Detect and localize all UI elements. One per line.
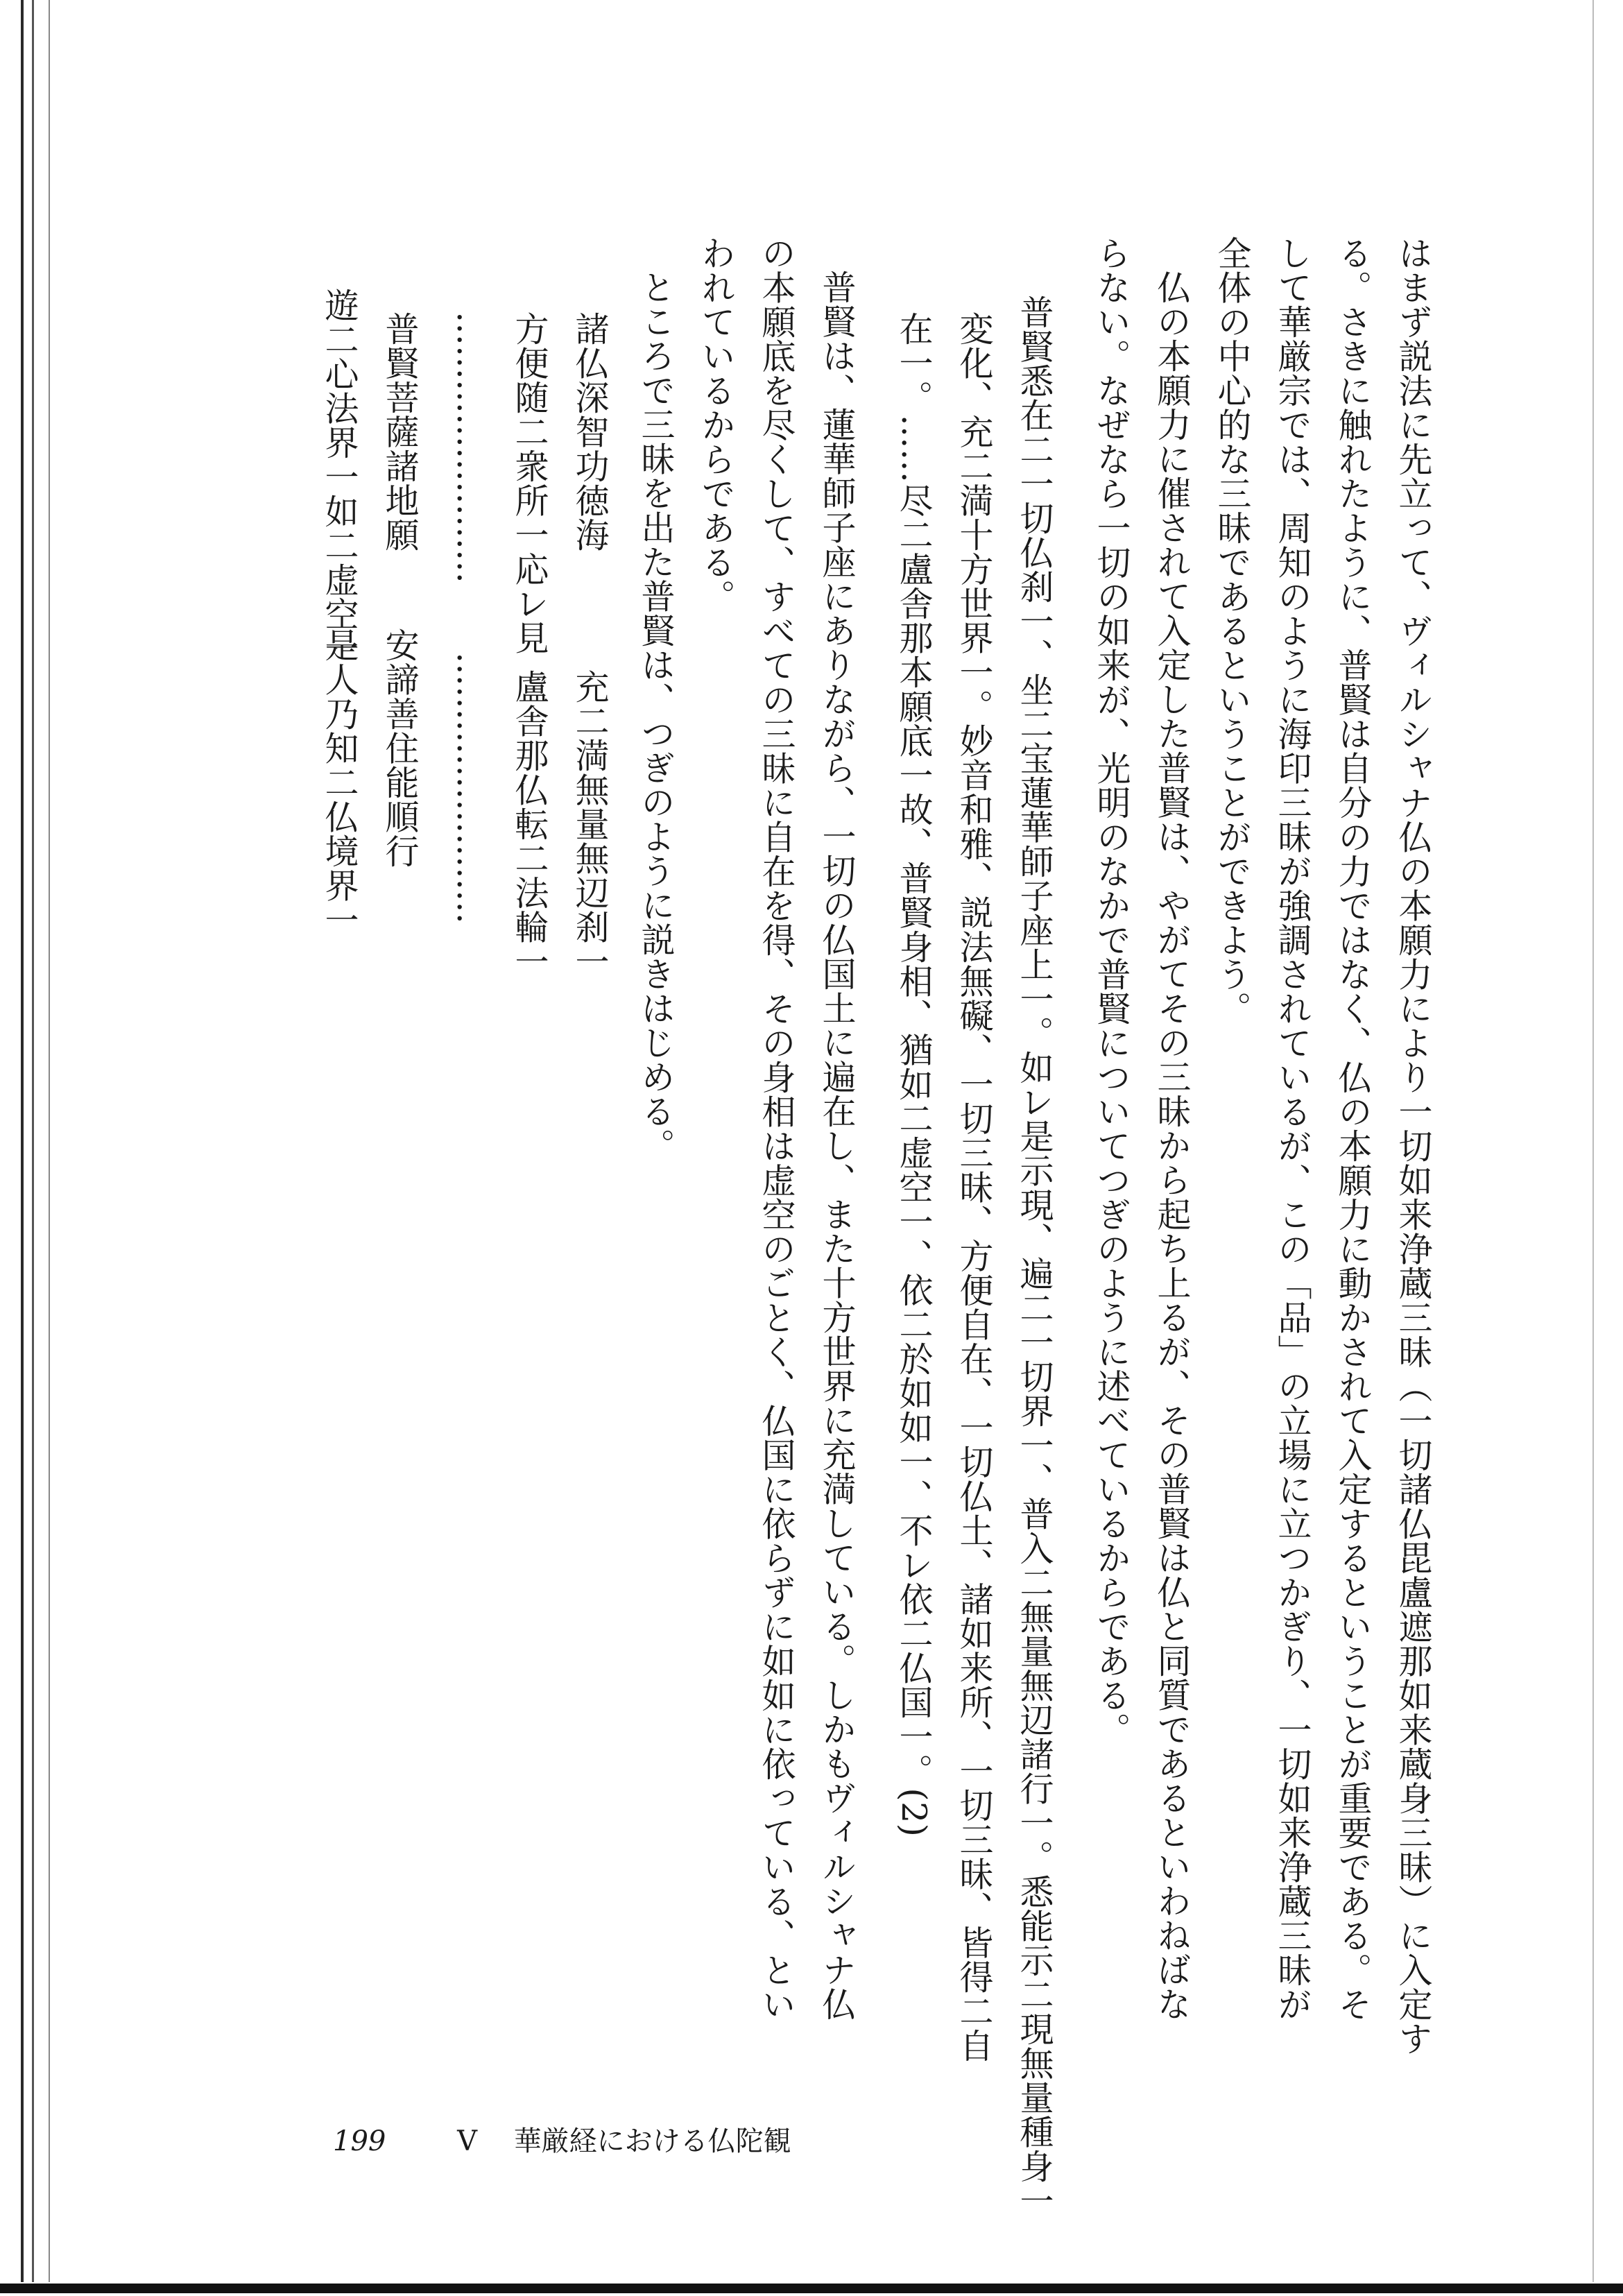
text-line: 普賢は、蓮華師子座にありながら、一切の仏国土に遍在し、また十方世界に充満している。しかもヴィルシャナ仏	[817, 270, 857, 2021]
binding-edge	[21, 0, 24, 2282]
running-footer	[333, 2119, 791, 2159]
chapter-number: V	[457, 2125, 477, 2157]
chapter-title: 華厳経における仏陀観	[513, 2125, 791, 2157]
text-line: はまず説法に先立って、ヴィルシャナ仏の本願力により一切如来浄蔵三昧（一切諸仏毘盧遮那如来蔵身三昧）に入定す	[1393, 236, 1433, 2056]
text-line: 仏の本願力に催されて入定した普賢は、やがてその三昧から起ち上るが、その普賢は仏と同質であるといわねばな	[1152, 270, 1192, 2021]
verse-line: 盧舎那仏転二法輪一	[510, 669, 549, 979]
verse-line: 遊二心法界一如二虚空一	[320, 288, 359, 666]
verse-line: 方便随二衆所一応レ見	[510, 311, 549, 655]
text-line: らない。なぜなら一切の如来が、光明のなかで普賢についてつぎのように述べているからである。	[1092, 236, 1131, 1747]
scan-bottom-edge	[0, 2284, 1623, 2293]
verse-line: 充二満無量無辺刹一	[570, 669, 610, 979]
verse-line: 是人乃知二仏境界一	[320, 628, 359, 937]
text-line: ところで三昧を出た普賢は、つぎのように説きはじめる。	[636, 270, 676, 1163]
text-line: る。さきに触れたように、普賢は自分の力ではなく、仏の本願力に動かされて入定するということが重要である。そ	[1333, 236, 1373, 2021]
quote-line: 在一。……尽二盧舎那本願底一故、普賢身相、猶如二虚空一、依二於如如一、不レ依二仏国一。(2)	[894, 311, 934, 1837]
page-right-edge	[1592, 0, 1594, 2282]
page-number: 199	[333, 2125, 386, 2157]
ellipsis-line: ……………………	[449, 652, 489, 924]
verse-line: 諸仏深智功徳海	[570, 311, 610, 552]
binding-edge-shadow	[32, 0, 34, 2282]
verse-line: 安諦善住能順行	[380, 628, 420, 868]
text-line: の本願底を尽くして、すべての三昧に自在を得、その身相は虚空のごとく、仏国に依らずに如如に依っている、とい	[757, 236, 796, 2021]
text-line: われているからである。	[696, 236, 736, 614]
quote-line: 変化、充二満十方世界一。妙音和雅、説法無礙、一切三昧、方便自在、一切仏土、諸如来所、一切三昧、皆得二自	[954, 311, 994, 2063]
ellipsis-line: ……………………	[449, 311, 489, 583]
text-line: 全体の中心的な三昧であるということができよう。	[1212, 236, 1252, 1026]
text-line: して華厳宗では、周知のように海印三昧が強調されているが、この「品」の立場に立つかぎり、一切如来浄蔵三昧が	[1273, 236, 1312, 2021]
binding-edge-faint	[49, 0, 50, 2282]
quote-line: 普賢悉在二一切仏刹一、坐二宝蓮華師子座上一。如レ是示現、遍二一切界一、普入二無量無辺諸行一。悉能示二現無量種身一	[1015, 295, 1054, 2218]
verse-line: 普賢菩薩諸地願	[380, 311, 420, 552]
